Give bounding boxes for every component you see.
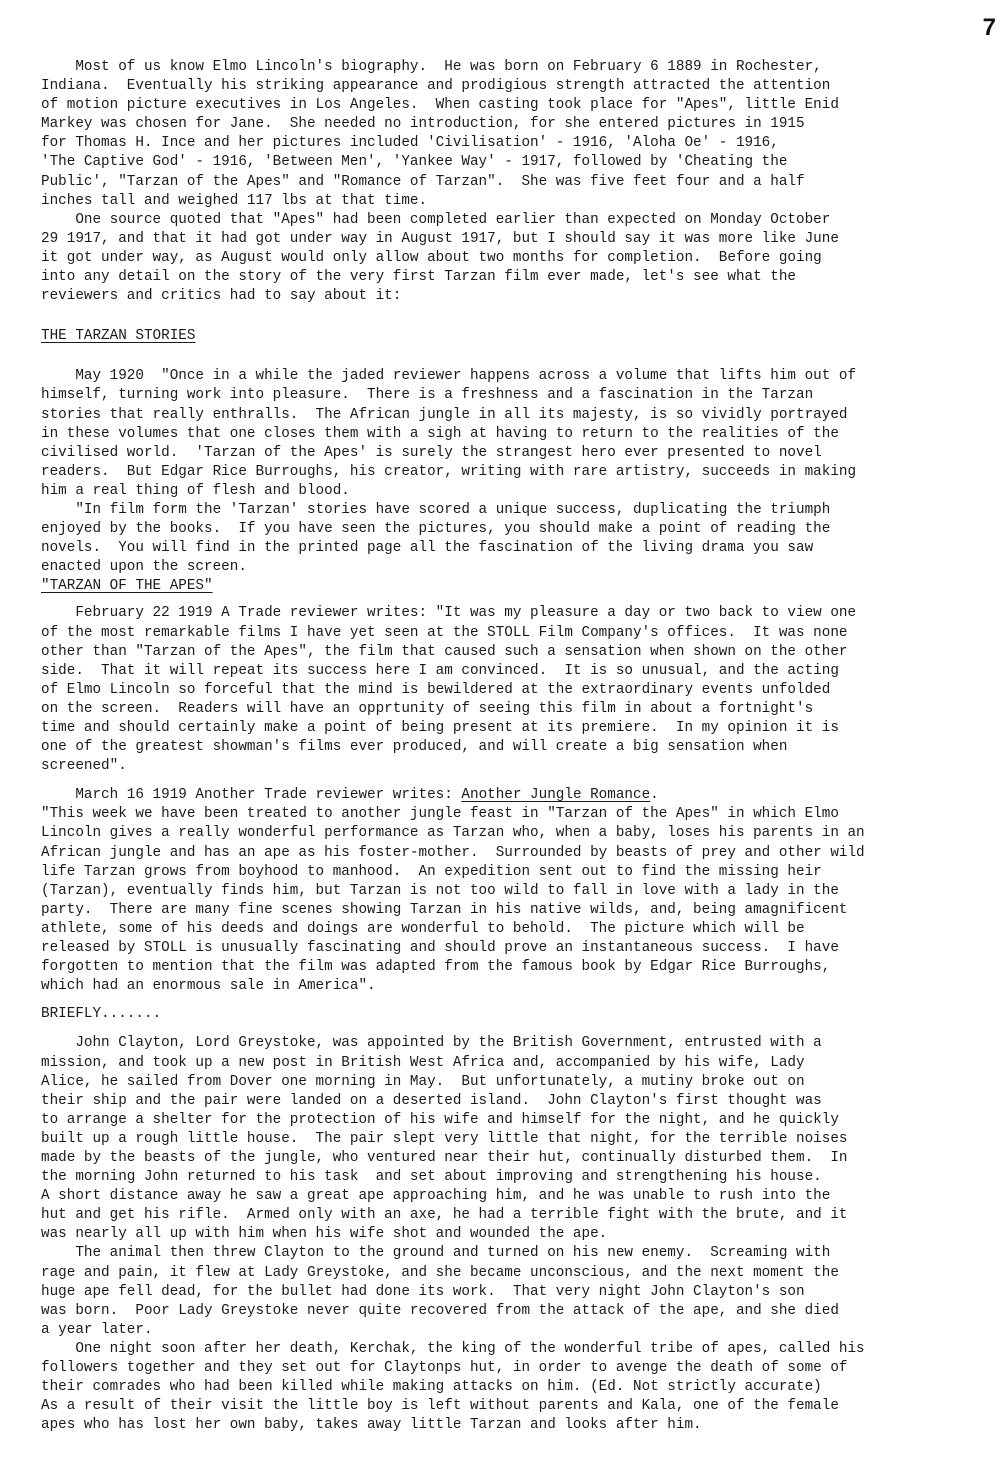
text-line: 29 1917, and that it had got under way in August 1917, but I should say it was more like June xyxy=(41,230,839,247)
intro-paragraphs xyxy=(41,58,961,306)
text-line: stories that really enthralls. The African jungle in all its majesty, is so vividly portrayed xyxy=(41,406,848,423)
text-line: forgotten to mention that the film was adapted from the famous book by Edgar Rice Burroughs, xyxy=(41,959,831,976)
text-line: rage and pain, it flew at Lady Greystoke, and she became unconscious, and the next moment the xyxy=(41,1264,839,1281)
text-line: time and should certainly make a point of being present at its premiere. In my opinion it is xyxy=(41,720,839,736)
text-line: reviewers and critics had to say about it: xyxy=(41,288,402,305)
section-heading-tarzan-stories: THE TARZAN STORIES xyxy=(41,328,196,345)
text-line: "This week we have been treated to another jungle feast in "Tarzan of the Apes" in which Elmo xyxy=(41,806,839,823)
text-line: party. There are many fine scenes showing Tarzan in his native wilds, and, being amagnificent xyxy=(41,901,848,918)
text-line: apes who has lost her own baby, takes away little Tarzan and looks after him. xyxy=(41,1417,702,1434)
text-line: John Clayton, Lord Greystoke, was appointed by the British Government, entrusted with a xyxy=(41,1035,822,1052)
text-line: enacted upon the screen. xyxy=(41,559,247,576)
text-line: Markey was chosen for Jane. She needed no introduction, for she entered pictures in 1915 xyxy=(41,116,805,133)
tarzan-of-the-apes-section xyxy=(41,604,961,996)
text-line: mission, and took up a new post in British West Africa and, accompanied by his wife, Lady xyxy=(41,1054,805,1071)
text-line: (Tarzan), eventually finds him, but Tarzan is not too wild to fall in love with a lady in the xyxy=(41,882,839,899)
text-line: which had an enormous sale in America". xyxy=(41,978,376,995)
march-review-title: Another Jungle Romance xyxy=(461,787,651,804)
article-body xyxy=(41,58,961,1435)
section-heading-tarzan-of-the-apes: "TARZAN OF THE APES" xyxy=(41,578,213,595)
section-heading-briefly: BRIEFLY....... xyxy=(41,1006,162,1023)
text-line: made by the beasts of the jungle, who ventured near their hut, continually disturbed them. In xyxy=(41,1149,848,1166)
text-line: "In film form the 'Tarzan' stories have scored a unique success, duplicating the triumph xyxy=(41,501,831,518)
text-line: athlete, some of his deeds and doings are wonderful to behold. The picture which will be xyxy=(41,920,805,937)
text-line: other than "Tarzan of the Apes", the film that caused such a sensation when shown on the other xyxy=(41,643,848,660)
text-line: As a result of their visit the little boy is left without parents and Kala, one of the female xyxy=(41,1398,839,1415)
text-line: him a real thing of flesh and blood. xyxy=(41,482,350,499)
text-line: in these volumes that one closes them with a sigh at having to return to the realities of the xyxy=(41,425,839,442)
text-line: inches tall and weighed 117 lbs at that time. xyxy=(41,192,428,209)
text-line: their comrades who had been killed while making attacks on him. (Ed. Not strictly accurate) xyxy=(41,1379,822,1396)
text-line: a year later. xyxy=(41,1321,153,1338)
page-number: 7 xyxy=(982,14,996,41)
text-line: Most of us know Elmo Lincoln's biography. He was born on February 6 1889 in Rochester, xyxy=(41,59,822,75)
briefly-section xyxy=(41,1034,961,1435)
text-line: was nearly all up with him when his wife shot and wounded the ape. xyxy=(41,1226,608,1243)
text-line: to arrange a shelter for the protection of his wife and himself for the night, and he quickly xyxy=(41,1111,839,1128)
text-line: side. That it will repeat its success here I am convinced. It is so unusual, and the acting xyxy=(41,662,839,679)
text-line: on the screen. Readers will have an opprtunity of seeing this film in about a fortnight's xyxy=(41,700,814,717)
text-line: into any detail on the story of the very first Tarzan film ever made, let's see what the xyxy=(41,269,796,286)
march-review-prefix: March 16 1919 Another Trade reviewer writes: xyxy=(41,787,462,804)
text-line: The animal then threw Clayton to the ground and turned on his new enemy. Screaming with xyxy=(41,1245,831,1262)
text-line: of the most remarkable films I have yet seen at the STOLL Film Company's offices. It was none xyxy=(41,624,848,641)
text-line: himself, turning work into pleasure. There is a freshness and a fascination in the Tarzan xyxy=(41,387,814,404)
text-line: was born. Poor Lady Greystoke never quite recovered from the attack of the ape, and she died xyxy=(41,1302,839,1319)
text-line: one of the greatest showman's films ever produced, and will create a big sensation when xyxy=(41,739,788,756)
text-line: Lincoln gives a really wonderful performance as Tarzan who, when a baby, loses his parents in an xyxy=(41,825,865,842)
text-line: it got under way, as August would only allow about two months for completion. Before going xyxy=(41,249,822,266)
text-line: built up a rough little house. The pair slept very little that night, for the terrible noises xyxy=(41,1130,848,1147)
text-line: One night soon after her death, Kerchak, the king of the wonderful tribe of apes, called his xyxy=(41,1340,865,1357)
text-line: 'The Captive God' - 1916, 'Between Men', 'Yankee Way' - 1917, followed by 'Cheating the xyxy=(41,154,788,171)
text-line: huge ape fell dead, for the bullet had done its work. That very night John Clayton's son xyxy=(41,1283,805,1300)
text-line: May 1920 "Once in a while the jaded reviewer happens across a volume that lifts him out of xyxy=(41,368,857,385)
text-line: hut and get his rifle. Armed only with an axe, he had a terrible fight with the brute, and it xyxy=(41,1207,848,1224)
tarzan-stories-section xyxy=(41,367,961,577)
text-line: February 22 1919 A Trade reviewer writes: "It was my pleasure a day or two back to view one xyxy=(41,605,857,622)
text-line: Public', "Tarzan of the Apes" and "Romance of Tarzan". She was five feet four and a half xyxy=(41,173,805,190)
text-line: readers. But Edgar Rice Burroughs, his creator, writing with rare artistry, succeeds in making xyxy=(41,463,857,480)
text-line: their ship and the pair were landed on a deserted island. John Clayton's first thought was xyxy=(41,1092,822,1109)
text-line: for Thomas H. Ince and her pictures included 'Civilisation' - 1916, 'Aloha Oe' - 1916, xyxy=(41,135,779,152)
text-line: novels. You will find in the printed page all the fascination of the living drama you saw xyxy=(41,540,814,557)
text-line: African jungle and has an ape as his foster-mother. Surrounded by beasts of prey and other wild xyxy=(41,844,865,861)
text-line: followers together and they set out for Claytonps hut, in order to avenge the death of some of xyxy=(41,1360,848,1376)
text-line: Alice, he sailed from Dover one morning in May. But unfortunately, a mutiny broke out on xyxy=(41,1073,805,1090)
text-line: civilised world. 'Tarzan of the Apes' is surely the strangest hero ever presented to novel xyxy=(41,444,822,461)
march-review-intro xyxy=(41,786,961,805)
text-line: released by STOLL is unusually fascinating and should prove an instantaneous success. I have xyxy=(41,940,839,957)
text-line: of motion picture executives in Los Angeles. When casting took place for "Apes", little Enid xyxy=(41,97,839,114)
text-line: One source quoted that "Apes" had been completed earlier than expected on Monday October xyxy=(41,211,831,228)
text-line: of Elmo Lincoln so forceful that the mind is bewildered at the extraordinary events unfolded xyxy=(41,681,831,698)
march-review-suffix: . xyxy=(650,787,659,804)
text-line: Indiana. Eventually his striking appearance and prodigious strength attracted the attention xyxy=(41,78,831,95)
text-line: the morning John returned to his task and set about improving and strengthening his house. xyxy=(41,1169,822,1186)
text-line: enjoyed by the books. If you have seen the pictures, you should make a point of reading the xyxy=(41,521,831,538)
text-line: A short distance away he saw a great ape approaching him, and he was unable to rush into the xyxy=(41,1188,831,1205)
text-line: screened". xyxy=(41,758,127,775)
text-line: life Tarzan grows from boyhood to manhood. An expedition sent out to find the missing heir xyxy=(41,863,822,880)
